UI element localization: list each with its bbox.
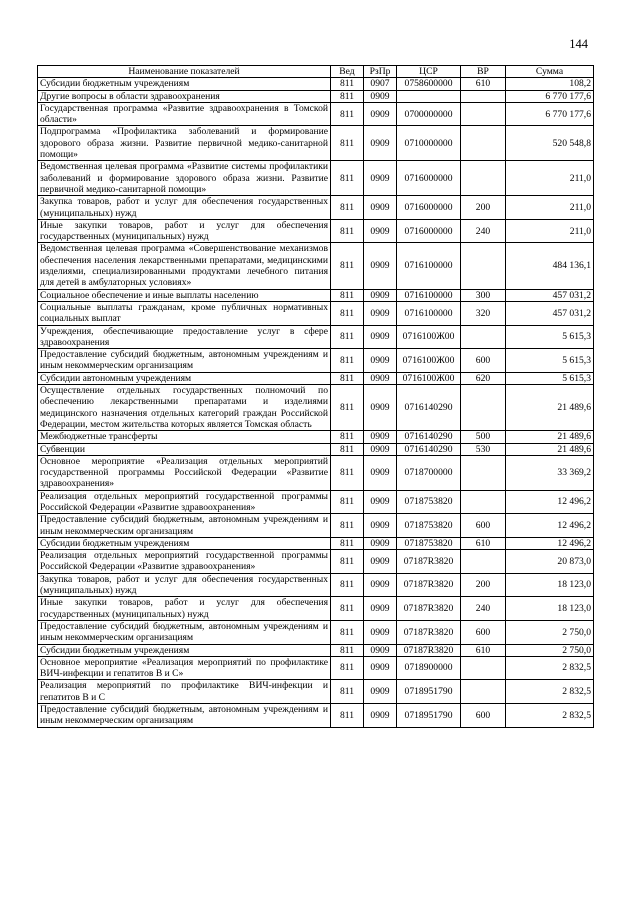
- table-row: [38, 514, 594, 538]
- row-name: Учреждения, обеспечивающие предоставление услуг в сфере здравоохранения: [38, 325, 331, 349]
- row-vr: 600: [461, 620, 506, 644]
- row-csr: 0718900000: [397, 656, 461, 680]
- row-csr: 0716000000: [397, 219, 461, 243]
- row-sum: 108,2: [506, 78, 594, 90]
- table-row: [38, 219, 594, 243]
- row-csr: 0716100Ж00: [397, 325, 461, 349]
- row-rzpr: 0909: [364, 243, 397, 289]
- row-vr: 300: [461, 289, 506, 301]
- row-rzpr: 0909: [364, 289, 397, 301]
- table-row: [38, 656, 594, 680]
- table-row: [38, 620, 594, 644]
- row-name: Субсидии бюджетным учреждениям: [38, 644, 331, 656]
- row-csr: 07187R3820: [397, 597, 461, 621]
- row-vr: [461, 490, 506, 514]
- page-number: 144: [569, 37, 588, 51]
- row-name: Иные закупки товаров, работ и услуг для обеспечения государственных (муниципальных) нужд: [38, 597, 331, 621]
- row-vr: [461, 90, 506, 102]
- table-row: [38, 196, 594, 220]
- row-sum: 211,0: [506, 161, 594, 196]
- table-row: [38, 161, 594, 196]
- row-csr: 0716000000: [397, 196, 461, 220]
- row-vr: [461, 243, 506, 289]
- table-row: [38, 385, 594, 431]
- row-rzpr: 0909: [364, 219, 397, 243]
- row-ved: 811: [331, 385, 364, 431]
- table-row: [38, 243, 594, 289]
- row-rzpr: 0909: [364, 372, 397, 384]
- row-vr: [461, 385, 506, 431]
- row-vr: 600: [461, 514, 506, 538]
- row-vr: 600: [461, 349, 506, 373]
- row-rzpr: 0909: [364, 490, 397, 514]
- row-name: Другие вопросы в области здравоохранения: [38, 90, 331, 102]
- row-vr: [461, 325, 506, 349]
- row-rzpr: 0909: [364, 325, 397, 349]
- row-vr: 530: [461, 443, 506, 455]
- row-csr: 0716100Ж00: [397, 372, 461, 384]
- row-csr: 0758600000: [397, 78, 461, 90]
- row-name: Закупка товаров, работ и услуг для обеспечения государственных (муниципальных) нужд: [38, 196, 331, 220]
- row-name: Субсидии бюджетным учреждениям: [38, 78, 331, 90]
- row-ved: 811: [331, 597, 364, 621]
- table-row: [38, 78, 594, 90]
- row-csr: 0716100Ж00: [397, 349, 461, 373]
- row-vr: 200: [461, 196, 506, 220]
- row-ved: 811: [331, 243, 364, 289]
- row-ved: 811: [331, 644, 364, 656]
- row-rzpr: 0909: [364, 620, 397, 644]
- table-row: [38, 455, 594, 490]
- row-sum: 21 489,6: [506, 431, 594, 443]
- row-sum: 33 369,2: [506, 455, 594, 490]
- row-csr: 0718700000: [397, 455, 461, 490]
- row-sum: 211,0: [506, 219, 594, 243]
- row-sum: 20 873,0: [506, 550, 594, 574]
- table-row: [38, 289, 594, 301]
- row-name: Субсидии бюджетным учреждениям: [38, 537, 331, 549]
- row-name: Предоставление субсидий бюджетным, автономным учреждениям и иным некоммерческим организациям: [38, 349, 331, 373]
- row-name: Социальное обеспечение и иные выплаты населению: [38, 289, 331, 301]
- row-ved: 811: [331, 537, 364, 549]
- row-csr: 0718753820: [397, 514, 461, 538]
- table-row: [38, 573, 594, 597]
- row-rzpr: 0909: [364, 90, 397, 102]
- row-csr: 0716000000: [397, 161, 461, 196]
- row-csr: 0718753820: [397, 537, 461, 549]
- row-rzpr: 0909: [364, 550, 397, 574]
- row-name: Основное мероприятие «Реализация отдельных мероприятий государственной программы Российской Федерации «Развитие здравоохранения»: [38, 455, 331, 490]
- row-ved: 811: [331, 161, 364, 196]
- row-ved: 811: [331, 126, 364, 161]
- row-sum: 211,0: [506, 196, 594, 220]
- table-row: [38, 102, 594, 126]
- row-rzpr: 0909: [364, 443, 397, 455]
- header-name: Наименование показателей: [38, 66, 331, 78]
- row-vr: 610: [461, 644, 506, 656]
- row-name: Предоставление субсидий бюджетным, автономным учреждениям и иным некоммерческим организациям: [38, 514, 331, 538]
- row-csr: 07187R3820: [397, 620, 461, 644]
- row-csr: 0716100000: [397, 301, 461, 325]
- row-name: Ведомственная целевая программа «Совершенствование механизмов обеспечения населения лекарственными препаратами, медицинскими изделиями, специализированными продуктами лечебного питания для детей в амбулаторных условиях»: [38, 243, 331, 289]
- row-csr: 0716140290: [397, 431, 461, 443]
- row-name: Субвенции: [38, 443, 331, 455]
- row-sum: 18 123,0: [506, 573, 594, 597]
- row-ved: 811: [331, 680, 364, 704]
- row-rzpr: 0909: [364, 102, 397, 126]
- row-csr: 0710000000: [397, 126, 461, 161]
- row-name: Подпрограмма «Профилактика заболеваний и формирование здорового образа жизни. Развитие первичной медико-санитарной помощи»: [38, 126, 331, 161]
- row-vr: 240: [461, 597, 506, 621]
- row-sum: 5 615,3: [506, 349, 594, 373]
- row-csr: 0716140290: [397, 443, 461, 455]
- row-sum: 12 496,2: [506, 537, 594, 549]
- row-vr: 600: [461, 704, 506, 728]
- header-sum: Сумма: [506, 66, 594, 78]
- row-vr: 500: [461, 431, 506, 443]
- row-csr: 07187R3820: [397, 644, 461, 656]
- row-name: Предоставление субсидий бюджетным, автономным учреждениям и иным некоммерческим организациям: [38, 704, 331, 728]
- row-csr: 0718753820: [397, 490, 461, 514]
- table-row: [38, 301, 594, 325]
- row-name: Государственная программа «Развитие здравоохранения в Томской области»: [38, 102, 331, 126]
- table-row: [38, 90, 594, 102]
- row-vr: [461, 680, 506, 704]
- row-vr: 610: [461, 537, 506, 549]
- row-ved: 811: [331, 78, 364, 90]
- row-rzpr: 0909: [364, 680, 397, 704]
- row-ved: 811: [331, 219, 364, 243]
- row-ved: 811: [331, 372, 364, 384]
- row-rzpr: 0907: [364, 78, 397, 90]
- row-sum: 457 031,2: [506, 289, 594, 301]
- table-row: [38, 597, 594, 621]
- table-header-row: [38, 66, 594, 78]
- table-row: [38, 490, 594, 514]
- row-sum: 12 496,2: [506, 514, 594, 538]
- row-sum: 6 770 177,6: [506, 102, 594, 126]
- row-vr: [461, 455, 506, 490]
- row-rzpr: 0909: [364, 349, 397, 373]
- row-sum: 2 832,5: [506, 656, 594, 680]
- table-row: [38, 431, 594, 443]
- row-ved: 811: [331, 349, 364, 373]
- row-vr: [461, 550, 506, 574]
- row-csr: 0700000000: [397, 102, 461, 126]
- row-sum: 5 615,3: [506, 372, 594, 384]
- row-sum: 18 123,0: [506, 597, 594, 621]
- row-ved: 811: [331, 490, 364, 514]
- row-ved: 811: [331, 443, 364, 455]
- row-sum: 6 770 177,6: [506, 90, 594, 102]
- row-csr: 0718951790: [397, 680, 461, 704]
- row-rzpr: 0909: [364, 431, 397, 443]
- row-ved: 811: [331, 656, 364, 680]
- row-vr: [461, 126, 506, 161]
- row-sum: 457 031,2: [506, 301, 594, 325]
- row-vr: [461, 102, 506, 126]
- row-name: Иные закупки товаров, работ и услуг для обеспечения государственных (муниципальных) нужд: [38, 219, 331, 243]
- row-name: Ведомственная целевая программа «Развитие системы профилактики заболеваний и формирование здорового образа жизни. Развитие первичной медико-санитарной помощи»: [38, 161, 331, 196]
- row-sum: 5 615,3: [506, 325, 594, 349]
- row-name: Межбюджетные трансферты: [38, 431, 331, 443]
- table-row: [38, 443, 594, 455]
- table-row: [38, 537, 594, 549]
- row-csr: [397, 90, 461, 102]
- header-csr: ЦСР: [397, 66, 461, 78]
- row-csr: 0716100000: [397, 289, 461, 301]
- row-vr: 610: [461, 78, 506, 90]
- row-sum: 520 548,8: [506, 126, 594, 161]
- row-ved: 811: [331, 550, 364, 574]
- row-ved: 811: [331, 289, 364, 301]
- row-csr: 0716140290: [397, 385, 461, 431]
- row-csr: 0718951790: [397, 704, 461, 728]
- row-rzpr: 0909: [364, 161, 397, 196]
- row-ved: 811: [331, 90, 364, 102]
- row-ved: 811: [331, 102, 364, 126]
- budget-table: [37, 65, 594, 728]
- row-csr: 07187R3820: [397, 550, 461, 574]
- header-vr: ВР: [461, 66, 506, 78]
- row-vr: 200: [461, 573, 506, 597]
- row-vr: [461, 656, 506, 680]
- header-rzpr: РзПр: [364, 66, 397, 78]
- row-sum: 2 832,5: [506, 704, 594, 728]
- row-ved: 811: [331, 301, 364, 325]
- row-name: Реализация мероприятий по профилактике ВИЧ-инфекции и гепатитов В и С: [38, 680, 331, 704]
- row-name: Основное мероприятие «Реализация мероприятий по профилактике ВИЧ-инфекции и гепатитов В и С»: [38, 656, 331, 680]
- row-vr: 240: [461, 219, 506, 243]
- row-ved: 811: [331, 196, 364, 220]
- row-name: Предоставление субсидий бюджетным, автономным учреждениям и иным некоммерческим организациям: [38, 620, 331, 644]
- row-vr: [461, 161, 506, 196]
- row-name: Реализация отдельных мероприятий государственной программы Российской Федерации «Развитие здравоохранения»: [38, 490, 331, 514]
- row-sum: 21 489,6: [506, 385, 594, 431]
- row-rzpr: 0909: [364, 537, 397, 549]
- row-vr: 320: [461, 301, 506, 325]
- row-name: Реализация отдельных мероприятий государственной программы Российской Федерации «Развитие здравоохранения»: [38, 550, 331, 574]
- row-sum: 2 750,0: [506, 644, 594, 656]
- row-rzpr: 0909: [364, 385, 397, 431]
- table-row: [38, 325, 594, 349]
- row-rzpr: 0909: [364, 704, 397, 728]
- table-row: [38, 644, 594, 656]
- table-row: [38, 550, 594, 574]
- table-row: [38, 126, 594, 161]
- row-name: Социальные выплаты гражданам, кроме публичных нормативных социальных выплат: [38, 301, 331, 325]
- row-csr: 07187R3820: [397, 573, 461, 597]
- table-body: [38, 78, 594, 727]
- row-vr: 620: [461, 372, 506, 384]
- table-row: [38, 349, 594, 373]
- row-name: Закупка товаров, работ и услуг для обеспечения государственных (муниципальных) нужд: [38, 573, 331, 597]
- row-rzpr: 0909: [364, 126, 397, 161]
- row-sum: 484 136,1: [506, 243, 594, 289]
- row-ved: 811: [331, 514, 364, 538]
- table-row: [38, 372, 594, 384]
- row-rzpr: 0909: [364, 656, 397, 680]
- row-rzpr: 0909: [364, 597, 397, 621]
- row-ved: 811: [331, 704, 364, 728]
- row-rzpr: 0909: [364, 301, 397, 325]
- row-csr: 0716100000: [397, 243, 461, 289]
- row-sum: 21 489,6: [506, 443, 594, 455]
- header-ved: Вед: [331, 66, 364, 78]
- row-rzpr: 0909: [364, 514, 397, 538]
- row-name: Субсидии автономным учреждениям: [38, 372, 331, 384]
- row-name: Осуществление отдельных государственных полномочий по обеспечению лекарственными препаратами и изделиями медицинского назначения отдельных категорий граждан Российской Федерации, местом жительства которых является Томская область: [38, 385, 331, 431]
- row-sum: 12 496,2: [506, 490, 594, 514]
- row-ved: 811: [331, 325, 364, 349]
- row-rzpr: 0909: [364, 644, 397, 656]
- row-sum: 2 832,5: [506, 680, 594, 704]
- row-ved: 811: [331, 620, 364, 644]
- row-sum: 2 750,0: [506, 620, 594, 644]
- row-ved: 811: [331, 431, 364, 443]
- row-rzpr: 0909: [364, 196, 397, 220]
- row-ved: 811: [331, 573, 364, 597]
- row-rzpr: 0909: [364, 455, 397, 490]
- table-row: [38, 704, 594, 728]
- table-row: [38, 680, 594, 704]
- row-ved: 811: [331, 455, 364, 490]
- row-rzpr: 0909: [364, 573, 397, 597]
